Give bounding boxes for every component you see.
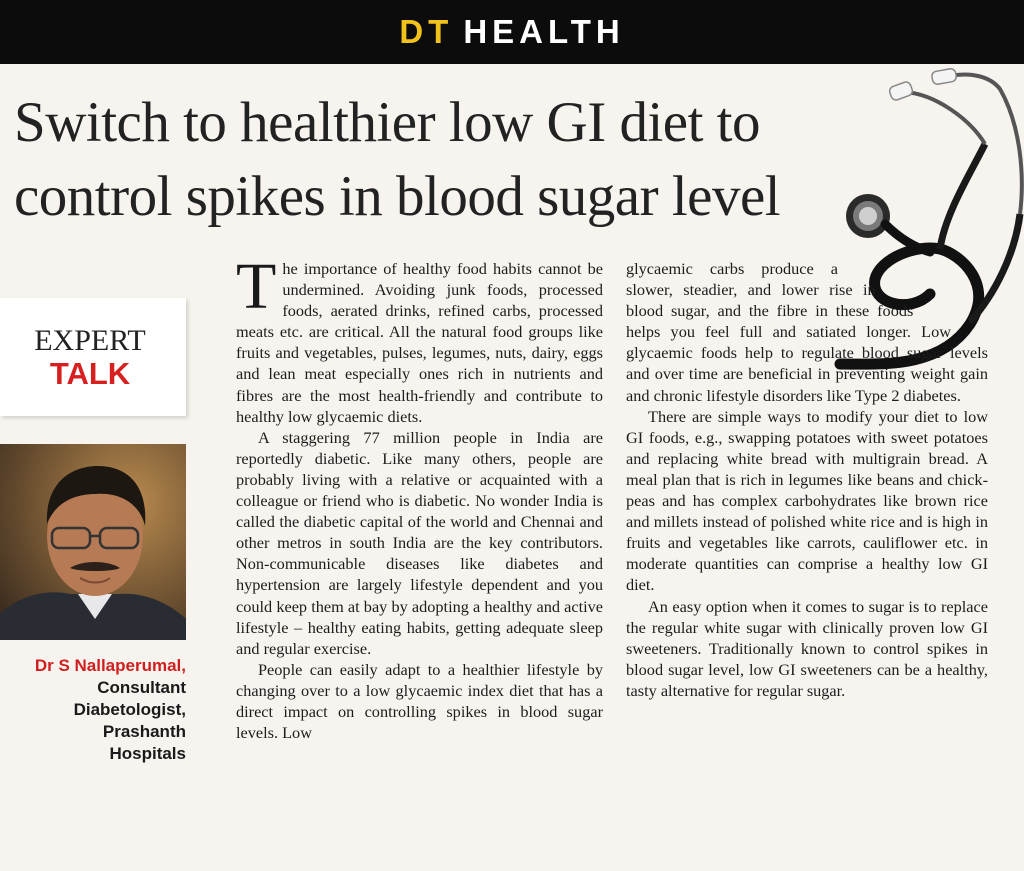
article-column-2 bbox=[626, 258, 988, 701]
doctor-portrait bbox=[0, 444, 186, 640]
doctor-title-2: Diabetologist, bbox=[73, 700, 186, 719]
section-title-dt: DT bbox=[399, 13, 454, 50]
col1-paragraph-1 bbox=[236, 250, 603, 427]
doctor-caption bbox=[0, 655, 186, 765]
doctor-name: Dr S Nallaperumal, bbox=[34, 656, 186, 675]
col2-paragraph-1: glycaemic carbs produce a slower, steadier, and lower rise in blood sugar, and the fibre in these foods helps you feel full and satiated longer. Low glycaemic foods help to regulate blood sugar levels and over time are beneficial in preventing weight gain and chronic lifestyle disorders like Type 2 diabetes. bbox=[626, 259, 988, 405]
col2-paragraph-2: There are simple ways to modify your diet to low GI foods, e.g., swapping potatoes with sweet potatoes and replacing white bread with multigrain bread. A meal plan that is rich in legumes like beans and chickpeas and has complex carbohydrates like brown rice and millets instead of polished white rice and is high in fruits and vegetables like carrots, cauliflower etc. in moderate quantities can comprise a healthy low GI diet. bbox=[626, 406, 988, 595]
doctor-hospital-2: Hospitals bbox=[109, 744, 186, 763]
expert-label: EXPERT bbox=[34, 324, 146, 357]
doctor-title-1: Consultant bbox=[97, 678, 186, 697]
col1-p1-text: he importance of healthy food habits cannot be undermined. Avoiding junk foods, processed foods, aerated drinks, refined carbs, processed meats etc. are critical. All the natural food groups like fruits and vegetables, pulses, legumes, nuts, dairy, eggs and lean meat especially ones rich in nutrients and fibres are the most health-friendly and contribute to healthy low glycaemic diets. bbox=[236, 259, 603, 426]
expert-talk-badge bbox=[0, 298, 186, 416]
col1-paragraph-3: People can easily adapt to a healthier lifestyle by changing over to a low glycaemic index diet that has a direct impact on controlling spikes in blood sugar levels. Low bbox=[236, 659, 603, 743]
article-headline: Switch to healthier low GI diet to control spikes in blood sugar level bbox=[14, 91, 781, 228]
section-title bbox=[0, 0, 1024, 64]
section-title-health: HEALTH bbox=[463, 13, 625, 50]
talk-label: TALK bbox=[49, 356, 131, 391]
drop-cap: T bbox=[236, 250, 277, 323]
doctor-hospital-1: Prashanth bbox=[102, 722, 186, 741]
article-column-1 bbox=[236, 250, 603, 743]
col1-paragraph-2: A staggering 77 million people in India are reportedly diabetic. Like many others, people are probably living with a relative or acquainted with a colleague or friend who is diabetic. No wonder India is called the diabetic capital of the world and Chennai and other metros in south India are the key contributors. Non-communicable diseases like diabetes and hypertension are largely lifestyle dependent and you could keep them at bay by adopting a healthy and active lifestyle – healthy eating habits, getting adequate sleep and regular exercise. bbox=[236, 427, 603, 658]
col2-paragraph-3: An easy option when it comes to sugar is to replace the regular white sugar with clinically proven low GI sweeteners. Traditionally known to control spikes in blood sugar level, low GI sweeteners can be a healthy, tasty alternative for regular sugar. bbox=[626, 596, 988, 700]
